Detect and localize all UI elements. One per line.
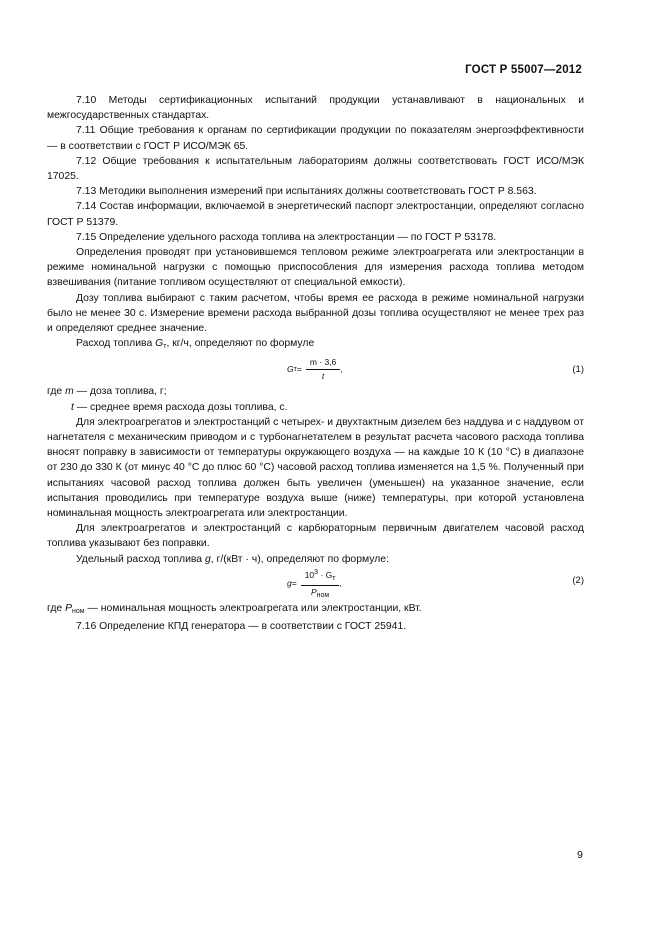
where-line-t: t — среднее время расхода дозы топлива, с. — [71, 401, 288, 413]
where-line-p-nom: где $P_{ном}$ — номинальная мощность электроагрегата или электростанции, кВт. — [47, 602, 422, 615]
clause-7-15: 7.15 Определение удельного расхода топлива на электростанции — по ГОСТ Р 53178. — [76, 231, 497, 243]
clause-7-12: 7.12 Общие требования к испытательным лабораториям должны соответствовать ГОСТ ИСО/МЭК 17025. — [47, 155, 584, 183]
formula-2-fraction — [301, 567, 340, 601]
symbol-g-t: G — [155, 338, 164, 350]
clause-7-13: 7.13 Методики выполнения измерений при испытаниях должны соответствовать ГОСТ Р 8.563. — [76, 186, 537, 198]
paragraph-specific-rate: Удельный расход топлива g, г/(кВт · ч), определяют по формуле: — [76, 553, 389, 565]
formula-1-numerator: m · 3,6 — [306, 357, 340, 370]
document-body — [47, 93, 584, 634]
formula-1-number: (1) — [572, 364, 584, 376]
paragraph-carburettor: Для электроагрегатов и электростанций с карбюраторным первичным двигателем часовой расход топлива указывают без поправки. — [47, 523, 584, 550]
page-number: 9 — [577, 849, 583, 861]
clause-7-10: 7.10 Методы сертификационных испытаний продукции устанавливают в национальных и межгосударственных стандартах. — [47, 95, 584, 122]
paragraph-fuel-rate: Расход топлива $G_т$, кг/ч, определяют по формуле — [76, 338, 315, 351]
clause-7-14: 7.14 Состав информации, включаемой в энергетический паспорт электростанции, определяют согласно ГОСТ Р 51379. — [47, 201, 584, 228]
formula-1-denominator: t — [321, 370, 325, 381]
clause-7-16: 7.16 Определение КПД генератора — в соответствии с ГОСТ 25941. — [76, 621, 407, 633]
page-header-standard-code: ГОСТ Р 55007—2012 — [465, 64, 582, 76]
paragraph-fuel-dose: Дозу топлива выбирают с таким расчетом, чтобы время ее расхода в режиме номинальной нагрузки было не менее 30 с. Измерение времени расхода выбранной дозы топлива осуществляют не менее трех раз и определяют среднее значение. — [47, 292, 584, 335]
paragraph-definitions: Определения проводят при установившемся тепловом режиме электроагрегата или электростанции в режиме номинальной нагрузки с помощью приспособления для измерения расхода топлива методом взвешивания (питание топливом осуществляют от специальной емкости). — [47, 247, 584, 289]
where-line-m: где m — доза топлива, г; — [47, 386, 167, 398]
formula-2-numerator: $10^3 \cdot G_т$ — [301, 567, 340, 586]
clause-7-11: 7.11 Общие требования к органам по сертификации продукции по показателям энергоэффективности — в соответствии с ГОСТ Р ИСО/МЭК 65. — [47, 125, 584, 152]
formula-1-fraction — [306, 357, 340, 382]
formula-1: G т = $\frac{m \cdot 3,6}{t}$ , (1) — [287, 356, 584, 381]
paragraph-diesel-correction: Для электроагрегатов и электростанций с четырех- и двухтактным дизелем без наддува и с наддувом от нагнетателя с механическим приводом и с турбонагнетателем в результат расчета часового расхода топлива вносят поправку в зависимости от температуры окружающего воздуха — на каждые 10 К (10 °С) в диапазоне от 230 до 330 К (от минус 40 °С до плюс 60 °С) часовой расход топлива изменяется на 1,5 %. Полученный при испытаниях часовой расход топлива должен быть увеличен (уменьшен) на указанное значение, если испытания проводились при температуре воздуха выше (ниже) температуры, при которой установлена номинальная мощность электроагрегата или электростанции. — [47, 416, 584, 520]
formula-2-number: (2) — [572, 574, 584, 586]
formula-2: g = $\frac{10^3 \cdot G_т}{P_{ном}}$ , (2) — [287, 568, 584, 599]
formula-2-denominator: $P_{ном}$ — [310, 586, 330, 599]
